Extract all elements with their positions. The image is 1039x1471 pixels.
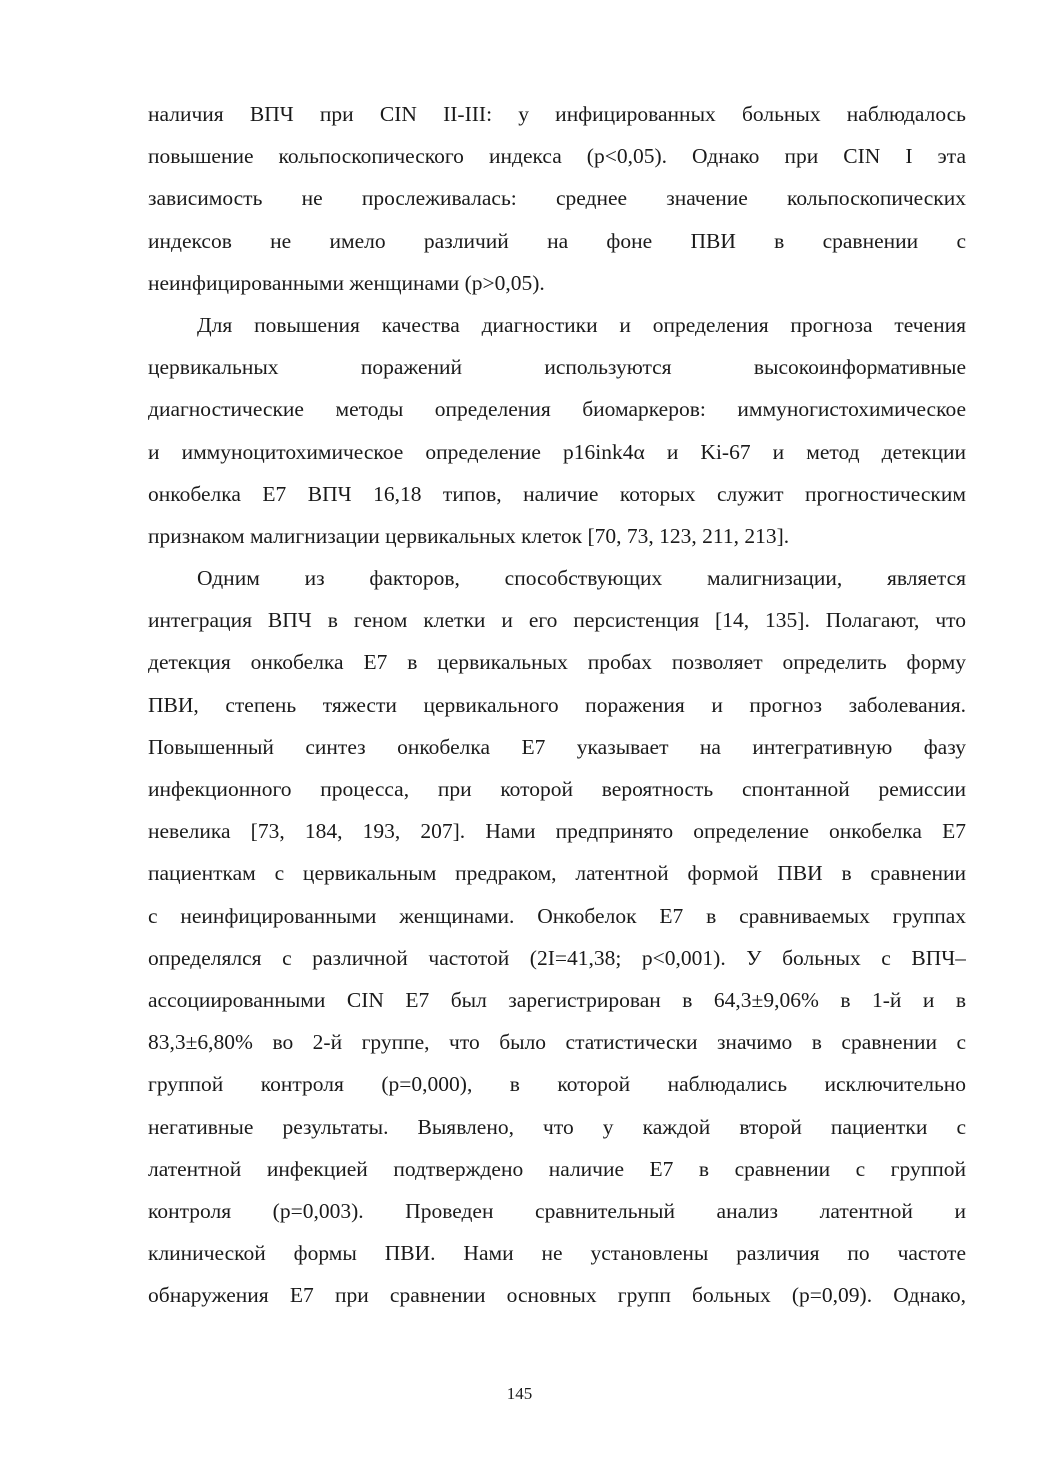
page-number: 145	[506, 1384, 533, 1403]
paragraph	[148, 93, 966, 304]
text-line: детекция онкобелка Е7 в цервикальных пробах позволяет определить форму	[148, 650, 966, 675]
text-line: интеграция ВПЧ в геном клетки и его персистенция [14, 135]. Полагают, что	[148, 608, 966, 633]
text-line: зависимость не прослеживалась: среднее значение кольпоскопических	[148, 186, 966, 211]
text-line: онкобелка Е7 ВПЧ 16,18 типов, наличие которых служит прогностическим	[148, 481, 966, 506]
text-line: неинфицированными женщинами (p>0,05).	[148, 270, 545, 295]
text-line: Повышенный синтез онкобелка Е7 указывает на интегративную фазу	[148, 734, 966, 759]
text-line: Одним из факторов, способствующих малигнизации, является	[197, 566, 966, 591]
text-line: признаком малигнизации цервикальных клеток [70, 73, 123, 211, 213].	[148, 523, 790, 548]
text-line: контроля (p=0,003). Проведен сравнительный анализ латентной и	[148, 1198, 966, 1223]
text-line: Для повышения качества диагностики и определения прогноза течения	[197, 312, 966, 337]
text-line: индексов не имело различий на фоне ПВИ в сравнении с	[148, 228, 966, 253]
text-line: наличия ВПЧ при CIN II-III: у инфицированных больных наблюдалось	[148, 102, 966, 126]
text-line: группой контроля (p=0,000), в которой наблюдались исключительно	[148, 1072, 966, 1097]
paragraph	[148, 304, 966, 557]
text-line: невелика [73, 184, 193, 207]. Нами предпринято определение онкобелка Е7	[148, 819, 966, 844]
text-line: латентной инфекцией подтверждено наличие Е7 в сравнении с группой	[148, 1156, 966, 1181]
text-line: цервикальных поражений используются высокоинформативные	[148, 355, 966, 380]
text-line: ассоциированными CIN Е7 был зарегистрирован в 64,3±9,06% в 1-й и в	[148, 987, 966, 1012]
text-line: обнаружения Е7 при сравнении основных групп больных (p=0,09). Однако,	[148, 1283, 966, 1308]
text-line: диагностические методы определения биомаркеров: иммуногистохимическое	[148, 397, 966, 422]
text-line: клинической формы ПВИ. Нами не установлены различия по частоте	[148, 1241, 966, 1266]
text-line: инфекционного процесса, при которой вероятность спонтанной ремиссии	[148, 777, 966, 801]
text-line: определялся с различной частотой (2I=41,38; p<0,001). У больных с ВПЧ–	[148, 945, 966, 970]
text-line: пациенткам с цервикальным предраком, латентной формой ПВИ в сравнении	[148, 861, 966, 886]
text-line: и иммуноцитохимическое определение p16ink4α и Ki-67 и метод детекции	[148, 439, 966, 464]
text-line: 83,3±6,80% во 2-й группе, что было статистически значимо в сравнении с	[148, 1030, 966, 1055]
text-line: ПВИ, степень тяжести цервикального поражения и прогноз заболевания.	[148, 692, 966, 717]
text-line: негативные результаты. Выявлено, что у каждой второй пациентки с	[148, 1114, 966, 1139]
text-line: повышение кольпоскопического индекса (p<0,05). Однако при CIN I эта	[148, 144, 966, 169]
paragraph	[148, 557, 966, 1316]
text-line: с неинфицированными женщинами. Онкобелок Е7 в сравниваемых группах	[148, 903, 966, 928]
page-body	[148, 93, 966, 1316]
